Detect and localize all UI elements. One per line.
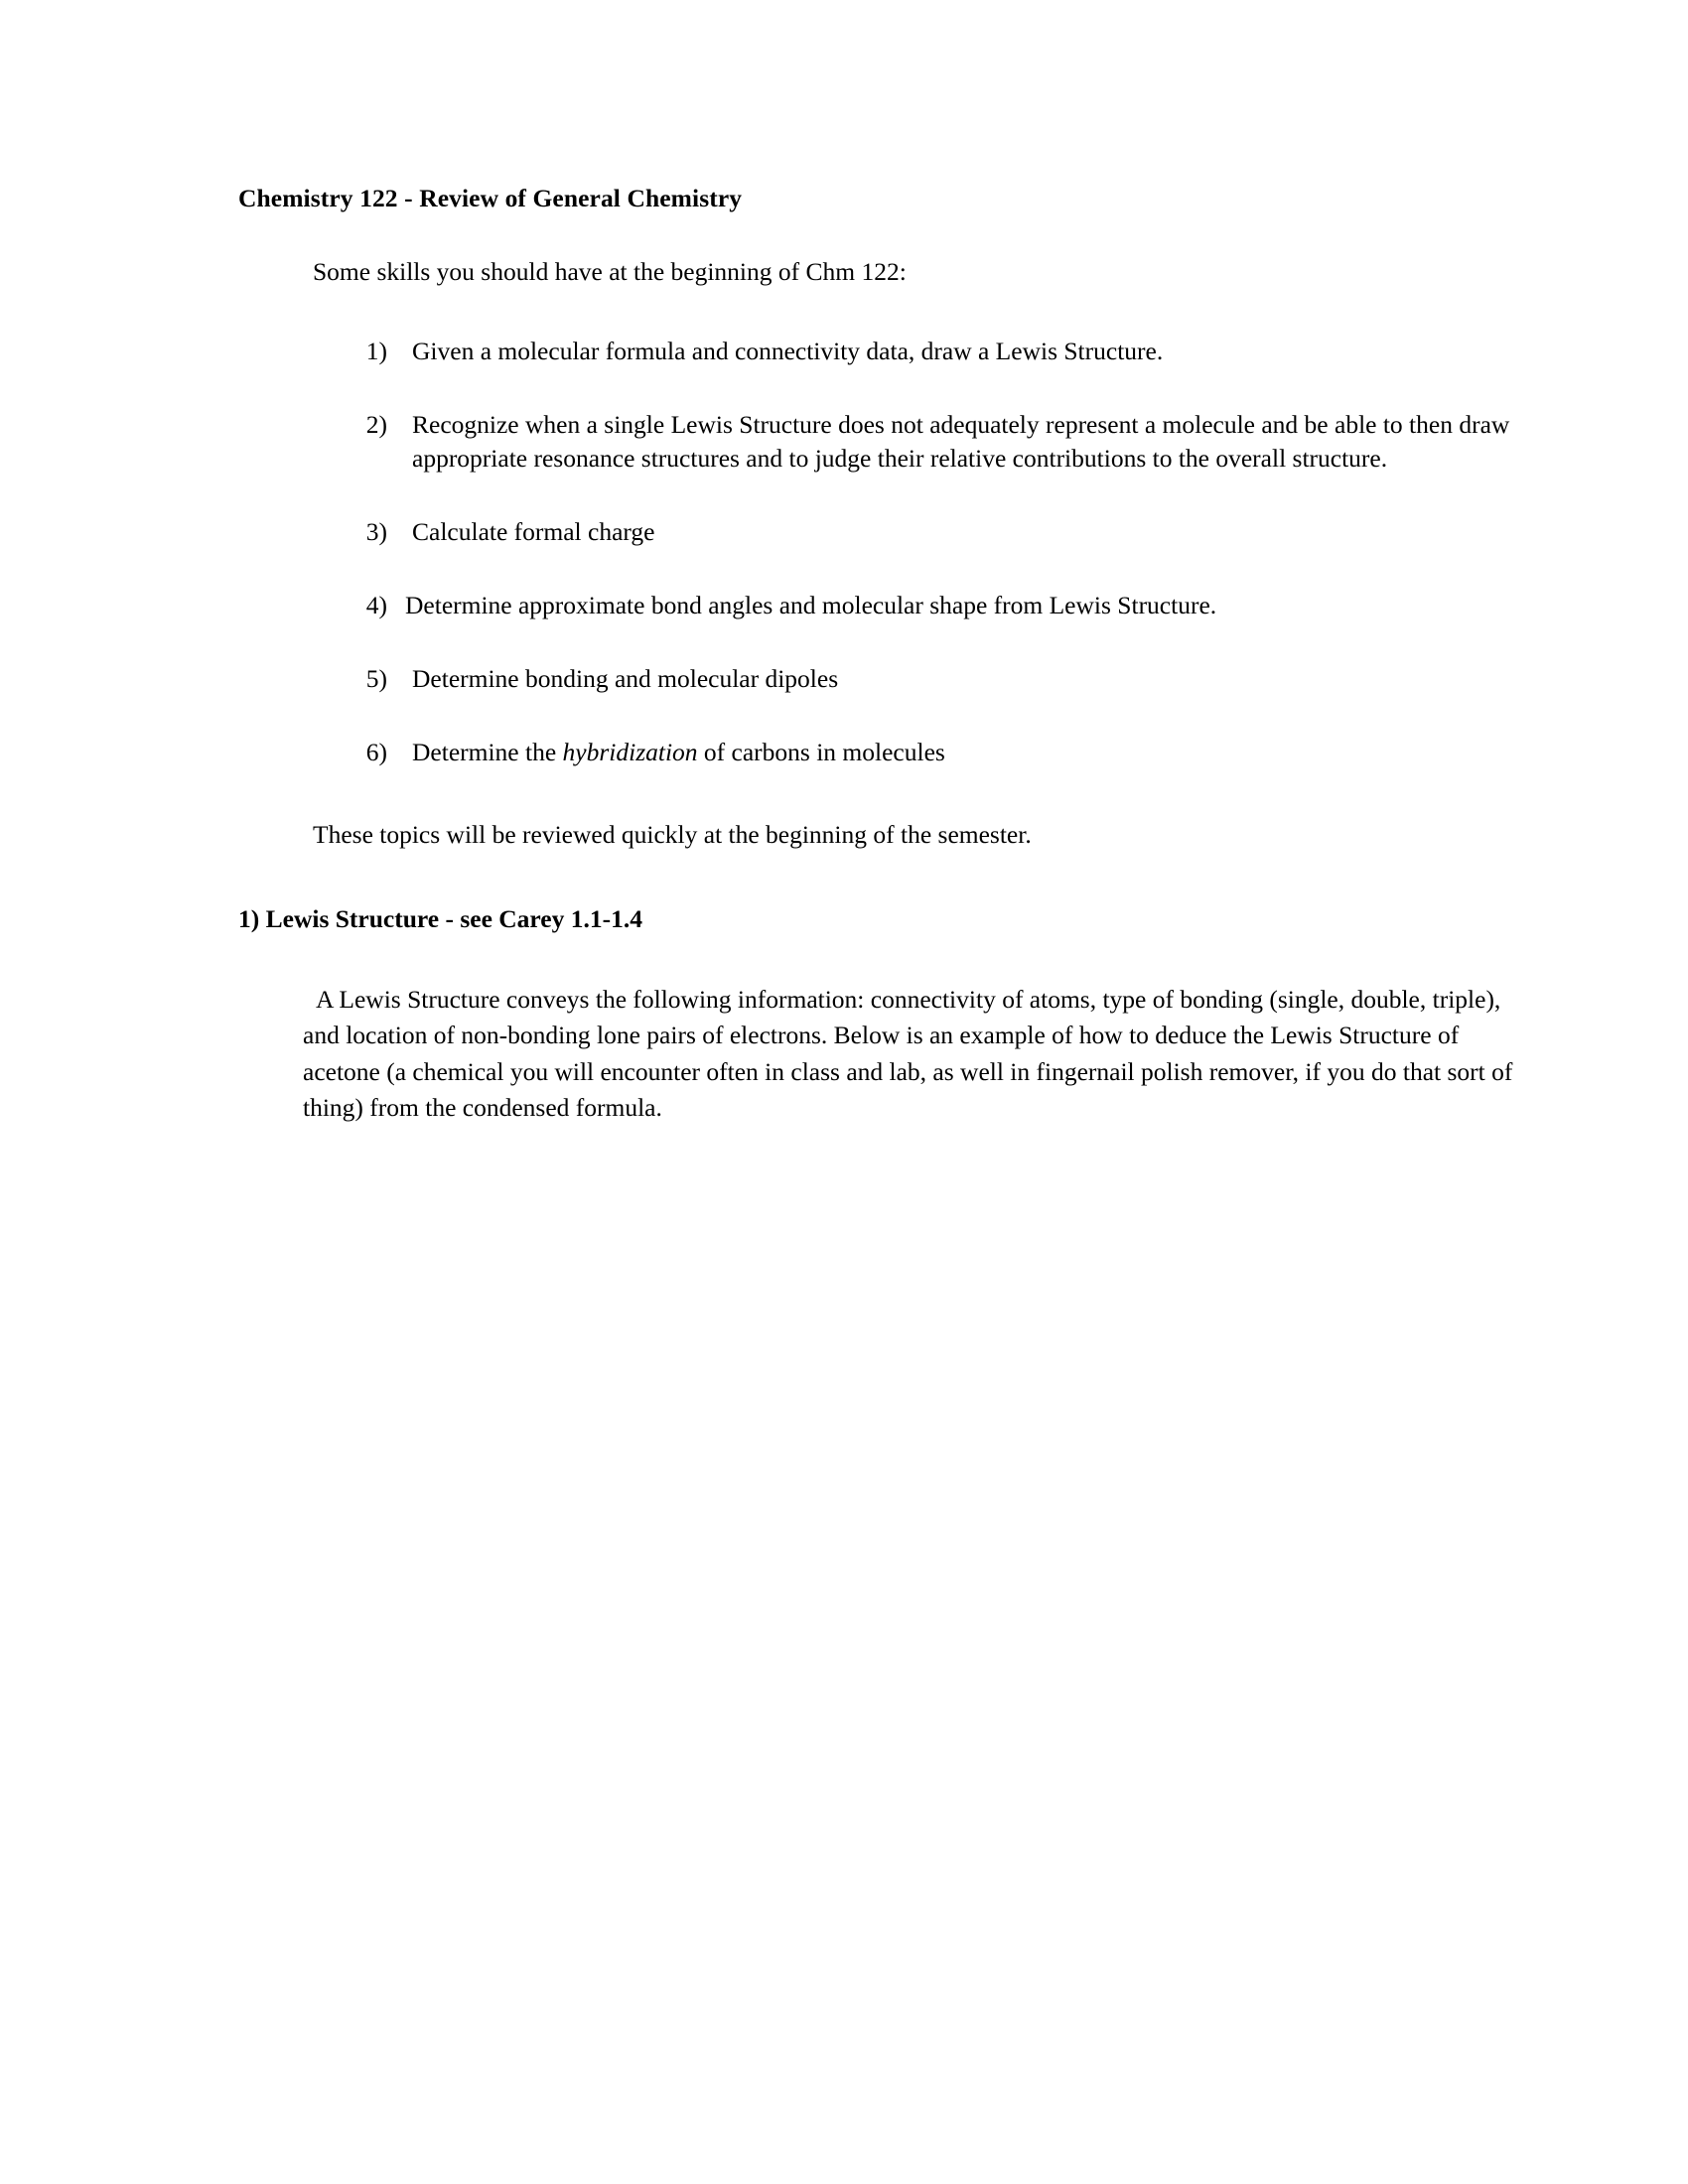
list-item-text-after-italic: of carbons in molecules [697,737,945,766]
list-item-number: 1) [365,337,387,366]
list-item-text: Given a molecular formula and connectivity data, draw a Lewis Structure. [412,337,1164,366]
list-item [238,736,1539,769]
page-title: Chemistry 122 - Review of General Chemistry [238,184,743,212]
closing-line: These topics will be reviewed quickly at the beginning of the semester. [313,819,1032,849]
list-item-number: 4) [365,591,387,620]
body-paragraph [238,982,1539,1126]
list-item-text: Determine bonding and molecular dipoles [412,664,839,693]
document-content [238,184,1539,1126]
list-item-text-before-italic: Determine the [412,737,563,766]
list-item-text: Recognize when a single Lewis Structure does not adequately represent a molecule and be able to then draw appropriate resonance structures and to judge their relative contributions to the overall structure. [412,410,1510,474]
list-item [238,515,1539,549]
list-item-text [412,736,1539,769]
list-item-number: 6) [365,737,387,766]
list-item [238,408,1539,476]
list-item [238,589,1539,622]
list-item-number: 3) [365,517,387,547]
intro-line: Some skills you should have at the beginning of Chm 122: [313,256,907,286]
list-item [238,662,1539,696]
list-item-text: Determine approximate bond angles and molecular shape from Lewis Structure. [405,591,1217,620]
list-item [238,335,1539,368]
list-item-number: 5) [365,664,387,693]
list-item-number: 2) [365,410,387,440]
list-item-text: Calculate formal charge [412,517,655,547]
list-item-italic-term: hybridization [562,737,698,766]
skills-list [238,335,1539,768]
body-paragraph-text: A Lewis Structure conveys the following information: connectivity of atoms, type of bonding (single, double, triple), and location of non-bonding lone pairs of electrons. Below is an example of how to deduce the Lewis Structure of acetone (a chemical you will encounter often in class and lab, as well in fingernail polish remover, if you do that sort of thing) from the condensed formula. [303,985,1513,1122]
section-heading: 1) Lewis Structure - see Carey 1.1-1.4 [238,903,642,933]
